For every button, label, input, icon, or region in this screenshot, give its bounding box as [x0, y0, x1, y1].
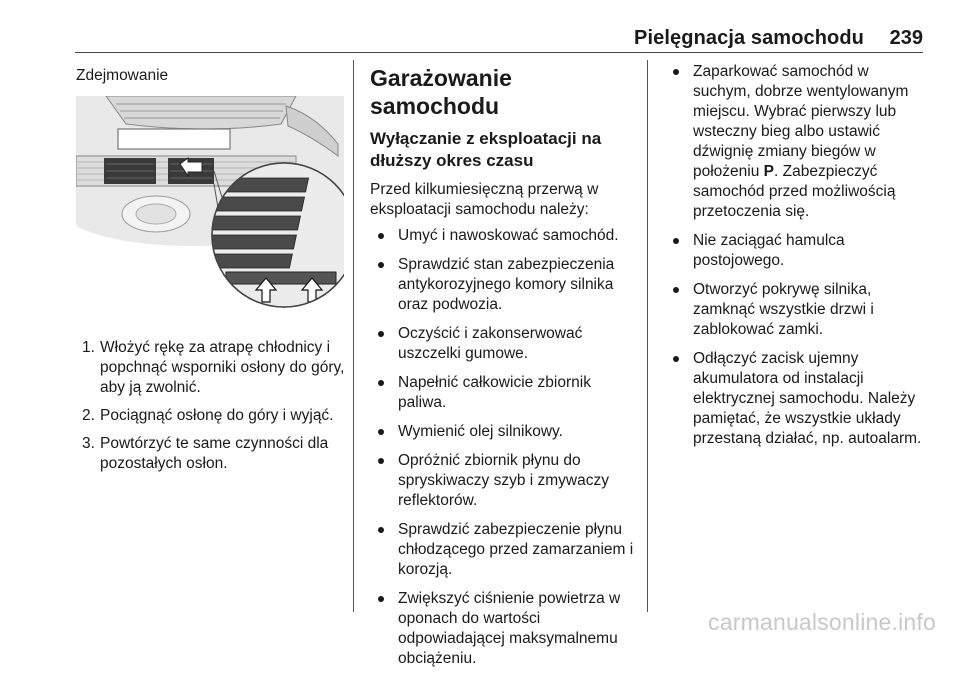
bullet-icon [378, 527, 384, 533]
list-item-text: . Zabezpieczyć samochód przed możliwością przetoczenia się. [693, 163, 896, 220]
removal-label: Zdejmowanie [76, 67, 169, 84]
list-item [665, 349, 927, 449]
watermark: carmanualsonline.info [708, 609, 936, 635]
step-text: Pociągnąć osłonę do góry i wyjąć. [100, 407, 334, 424]
step-item [76, 338, 346, 398]
bullet-icon [673, 287, 679, 293]
list-item [370, 451, 638, 511]
step-item [76, 406, 346, 426]
list-item-text: Sprawdzić zabezpieczenie płynu chłodzącego przed zamarzaniem i korozją. [398, 521, 634, 578]
removal-column [76, 62, 346, 482]
intro-text: Przed kilkumiesięczną przerwą w eksploatacji samochodu należy: [370, 181, 599, 218]
bullet-icon [378, 458, 384, 464]
list-item-text: Wymienić olej silnikowy. [398, 423, 563, 440]
list-item-text: Oczyścić i zakonserwować uszczelki gumowe. [398, 325, 583, 362]
bullet-icon [378, 331, 384, 337]
list-item [665, 280, 927, 340]
bullet-icon [378, 596, 384, 602]
list-item-text: Odłączyć zacisk ujemny akumulatora od instalacji elektrycznej samochodu. Należy pamiętać, że wszystkie układy przestaną działać, np. autoalarm. [693, 350, 922, 447]
list-item-text: Zaparkować samochód w suchym, dobrze wentylowanym miejscu. Wybrać pierwszy lub wsteczny bieg albo ustawić dźwignię zmiany biegów w położeniu [693, 63, 909, 180]
list-item [370, 373, 638, 413]
header-title: Pielęgnacja samochodu [634, 27, 864, 49]
storage-column-continued [665, 62, 927, 458]
storage-bullets [370, 226, 638, 669]
storage-column [370, 62, 638, 678]
section-title: Garażowanie samochodu [370, 65, 512, 119]
bullet-icon [378, 262, 384, 268]
bullet-icon [673, 238, 679, 244]
storage-bullets-continued [665, 62, 927, 449]
list-item [370, 324, 638, 364]
column-divider-2 [647, 60, 648, 612]
list-item [370, 226, 638, 246]
list-item-text: Sprawdzić stan zabezpieczenia antykorozyjnego komory silnika oraz podwozia. [398, 256, 615, 313]
bullet-icon [378, 429, 384, 435]
list-item [665, 231, 927, 271]
subsection-title: Wyłączanie z eksploatacji na dłuższy okres czasu [370, 129, 602, 170]
bullet-icon [378, 380, 384, 386]
list-item-text: Napełnić całkowicie zbiornik paliwa. [398, 374, 591, 411]
list-item [665, 62, 927, 222]
column-divider-1 [353, 60, 354, 612]
step-text: Włożyć rękę za atrapę chłodnicy i popchnąć wsporniki osłony do góry, aby ją zwolnić. [100, 339, 345, 396]
step-number: 3. [82, 435, 95, 452]
step-item [76, 434, 346, 474]
gear-position-label: P [763, 163, 775, 180]
step-number: 1. [82, 339, 95, 356]
page-number: 239 [889, 27, 923, 49]
list-item-text: Zwiększyć ciśnienie powietrza w oponach do wartości odpowiadającej maksymalnemu obciążeniu. [398, 590, 621, 667]
bullet-icon [378, 233, 384, 239]
list-item [370, 255, 638, 315]
list-item [370, 422, 638, 442]
bumper-cover-illustration [76, 96, 344, 308]
removal-steps [76, 338, 346, 474]
bullet-icon [673, 69, 679, 75]
step-number: 2. [82, 407, 95, 424]
list-item-text: Umyć i nawoskować samochód. [398, 227, 619, 244]
list-item-text: Nie zaciągać hamulca postojowego. [693, 232, 845, 269]
bullet-icon [673, 356, 679, 362]
list-item-text: Opróżnić zbiornik płynu do spryskiwaczy szyb i zmywaczy reflektorów. [398, 452, 609, 509]
step-text: Powtórzyć te same czynności dla pozostałych osłon. [100, 435, 329, 472]
list-item-text: Otworzyć pokrywę silnika, zamknąć wszystkie drzwi i zablokować zamki. [693, 281, 874, 338]
header-rule [75, 52, 923, 53]
list-item [370, 589, 638, 669]
list-item [370, 520, 638, 580]
